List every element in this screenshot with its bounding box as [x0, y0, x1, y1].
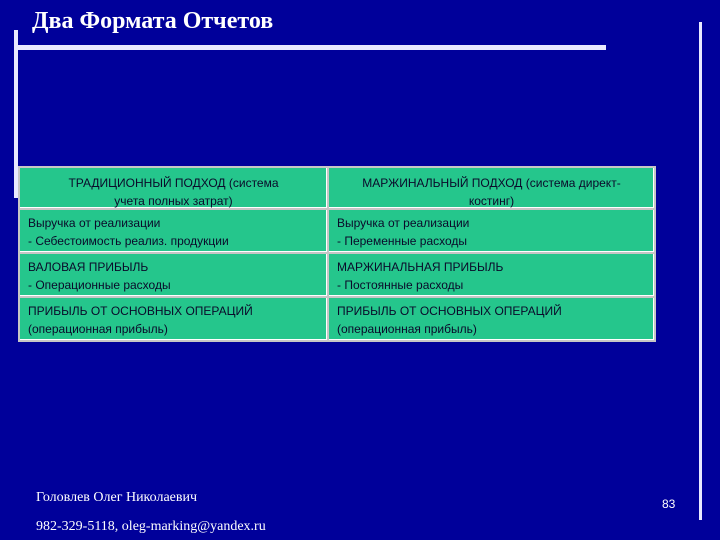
- author-name: Головлев Олег Николаевич: [36, 490, 198, 505]
- author-contact: 982-329-5118, oleg-marking@yandex.ru: [36, 519, 266, 534]
- header-marginal-approach: МАРЖИНАЛЬНЫЙ ПОДХОД (система директ- костинг): [329, 168, 654, 208]
- right-vertical-rule: [699, 22, 702, 520]
- table-cell-traditional-operating-profit: ПРИБЫЛЬ ОТ ОСНОВНЫХ ОПЕРАЦИЙ (операционная прибыль): [20, 298, 327, 340]
- table-cell-marginal-profit: МАРЖИНАЛЬНАЯ ПРИБЫЛЬ - Постоянные расходы: [329, 254, 654, 296]
- table-cell-gross-profit: ВАЛОВАЯ ПРИБЫЛЬ - Операционные расходы: [20, 254, 327, 296]
- header-traditional-approach: ТРАДИЦИОННЫЙ ПОДХОД (система учета полных затрат): [20, 168, 327, 208]
- report-formats-table: [18, 166, 656, 342]
- page-number: 83: [662, 497, 676, 511]
- title-underline-rule: [18, 45, 606, 50]
- table-cell-marginal-operating-profit: ПРИБЫЛЬ ОТ ОСНОВНЫХ ОПЕРАЦИЙ (операционная прибыль): [329, 298, 654, 340]
- slide-title: Два Формата Отчетов: [32, 8, 274, 34]
- table-cell-marginal-revenue: Выручка от реализации - Переменные расходы: [329, 210, 654, 252]
- table-cell-traditional-revenue: Выручка от реализации - Себестоимость реализ. продукции: [20, 210, 327, 252]
